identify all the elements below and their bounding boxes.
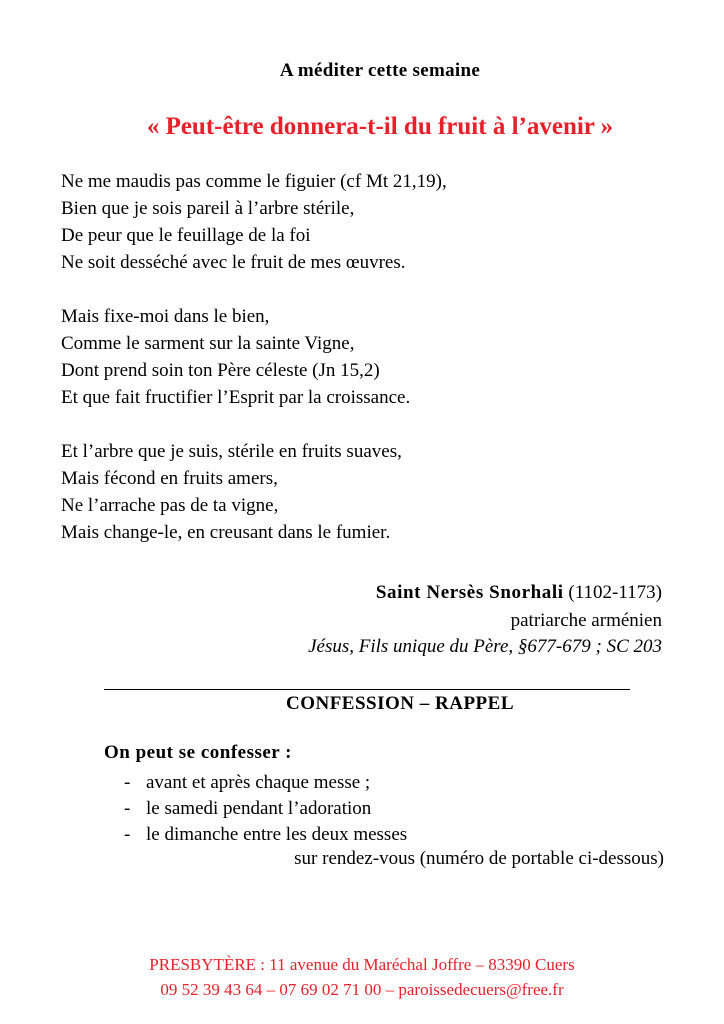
poem-line: Dont prend soin ton Père céleste (Jn 15,2) [61,360,380,381]
poem-line: Bien que je sois pareil à l’arbre stérile, [61,198,355,219]
source-reference: Jésus, Fils unique du Père, §677-679 ; SC 203 [308,636,662,657]
poem-line: Et que fait fructifier l’Esprit par la croissance. [61,387,411,408]
author-dates: (1102-1173) [568,582,662,603]
list-item [124,796,407,822]
poem-line: Mais fixe-moi dans le bien, [61,306,270,327]
page-heading: A méditer cette semaine [279,60,481,81]
appointment-note: sur rendez-vous (numéro de portable ci-dessous) [294,848,664,869]
confession-label: On peut se confesser : [104,742,292,763]
poem-line: Ne l’arrache pas de ta vigne, [61,495,279,516]
list-item-text: le samedi pendant l’adoration [146,798,372,819]
confession-list [124,770,407,848]
confession-title: CONFESSION – RAPPEL [285,693,515,714]
list-item-text: le dimanche entre les deux messes [146,824,408,845]
poem-line: Ne soit desséché avec le fruit de mes œuvres. [61,252,406,273]
poem-stanza [61,168,447,276]
poem-line: Mais fécond en fruits amers, [61,468,278,489]
footer-address: PRESBYTÈRE : 11 avenue du Maréchal Joffre – 83390 Cuers [149,955,575,974]
list-dash: - [124,798,131,819]
footer-contact: 09 52 39 43 64 – 07 69 02 71 00 – paroissedecuers@free.fr [160,980,564,999]
poem-stanza [61,303,447,411]
attribution-author-line [376,582,662,604]
list-item-text: avant et après chaque messe ; [146,772,371,793]
author-name: Saint Nersès Snorhali [375,582,564,603]
poem-line: Ne me maudis pas comme le figuier (cf Mt 21,19), [61,171,447,192]
poem-line: Comme le sarment sur la sainte Vigne, [61,333,355,354]
list-dash: - [124,772,131,793]
section-divider [104,689,630,690]
poem-line: Et l’arbre que je suis, stérile en fruits suaves, [61,441,402,462]
list-item [124,770,407,796]
poem-line: Mais change-le, en creusant dans le fumier. [61,522,391,543]
list-dash: - [124,824,131,845]
poem [61,168,447,546]
list-item [124,822,407,848]
poem-stanza [61,438,447,546]
poem-line: De peur que le feuillage de la foi [61,225,311,246]
quote-title: « Peut-être donnera-t-il du fruit à l’avenir » [146,113,614,140]
author-role: patriarche arménien [510,610,662,631]
